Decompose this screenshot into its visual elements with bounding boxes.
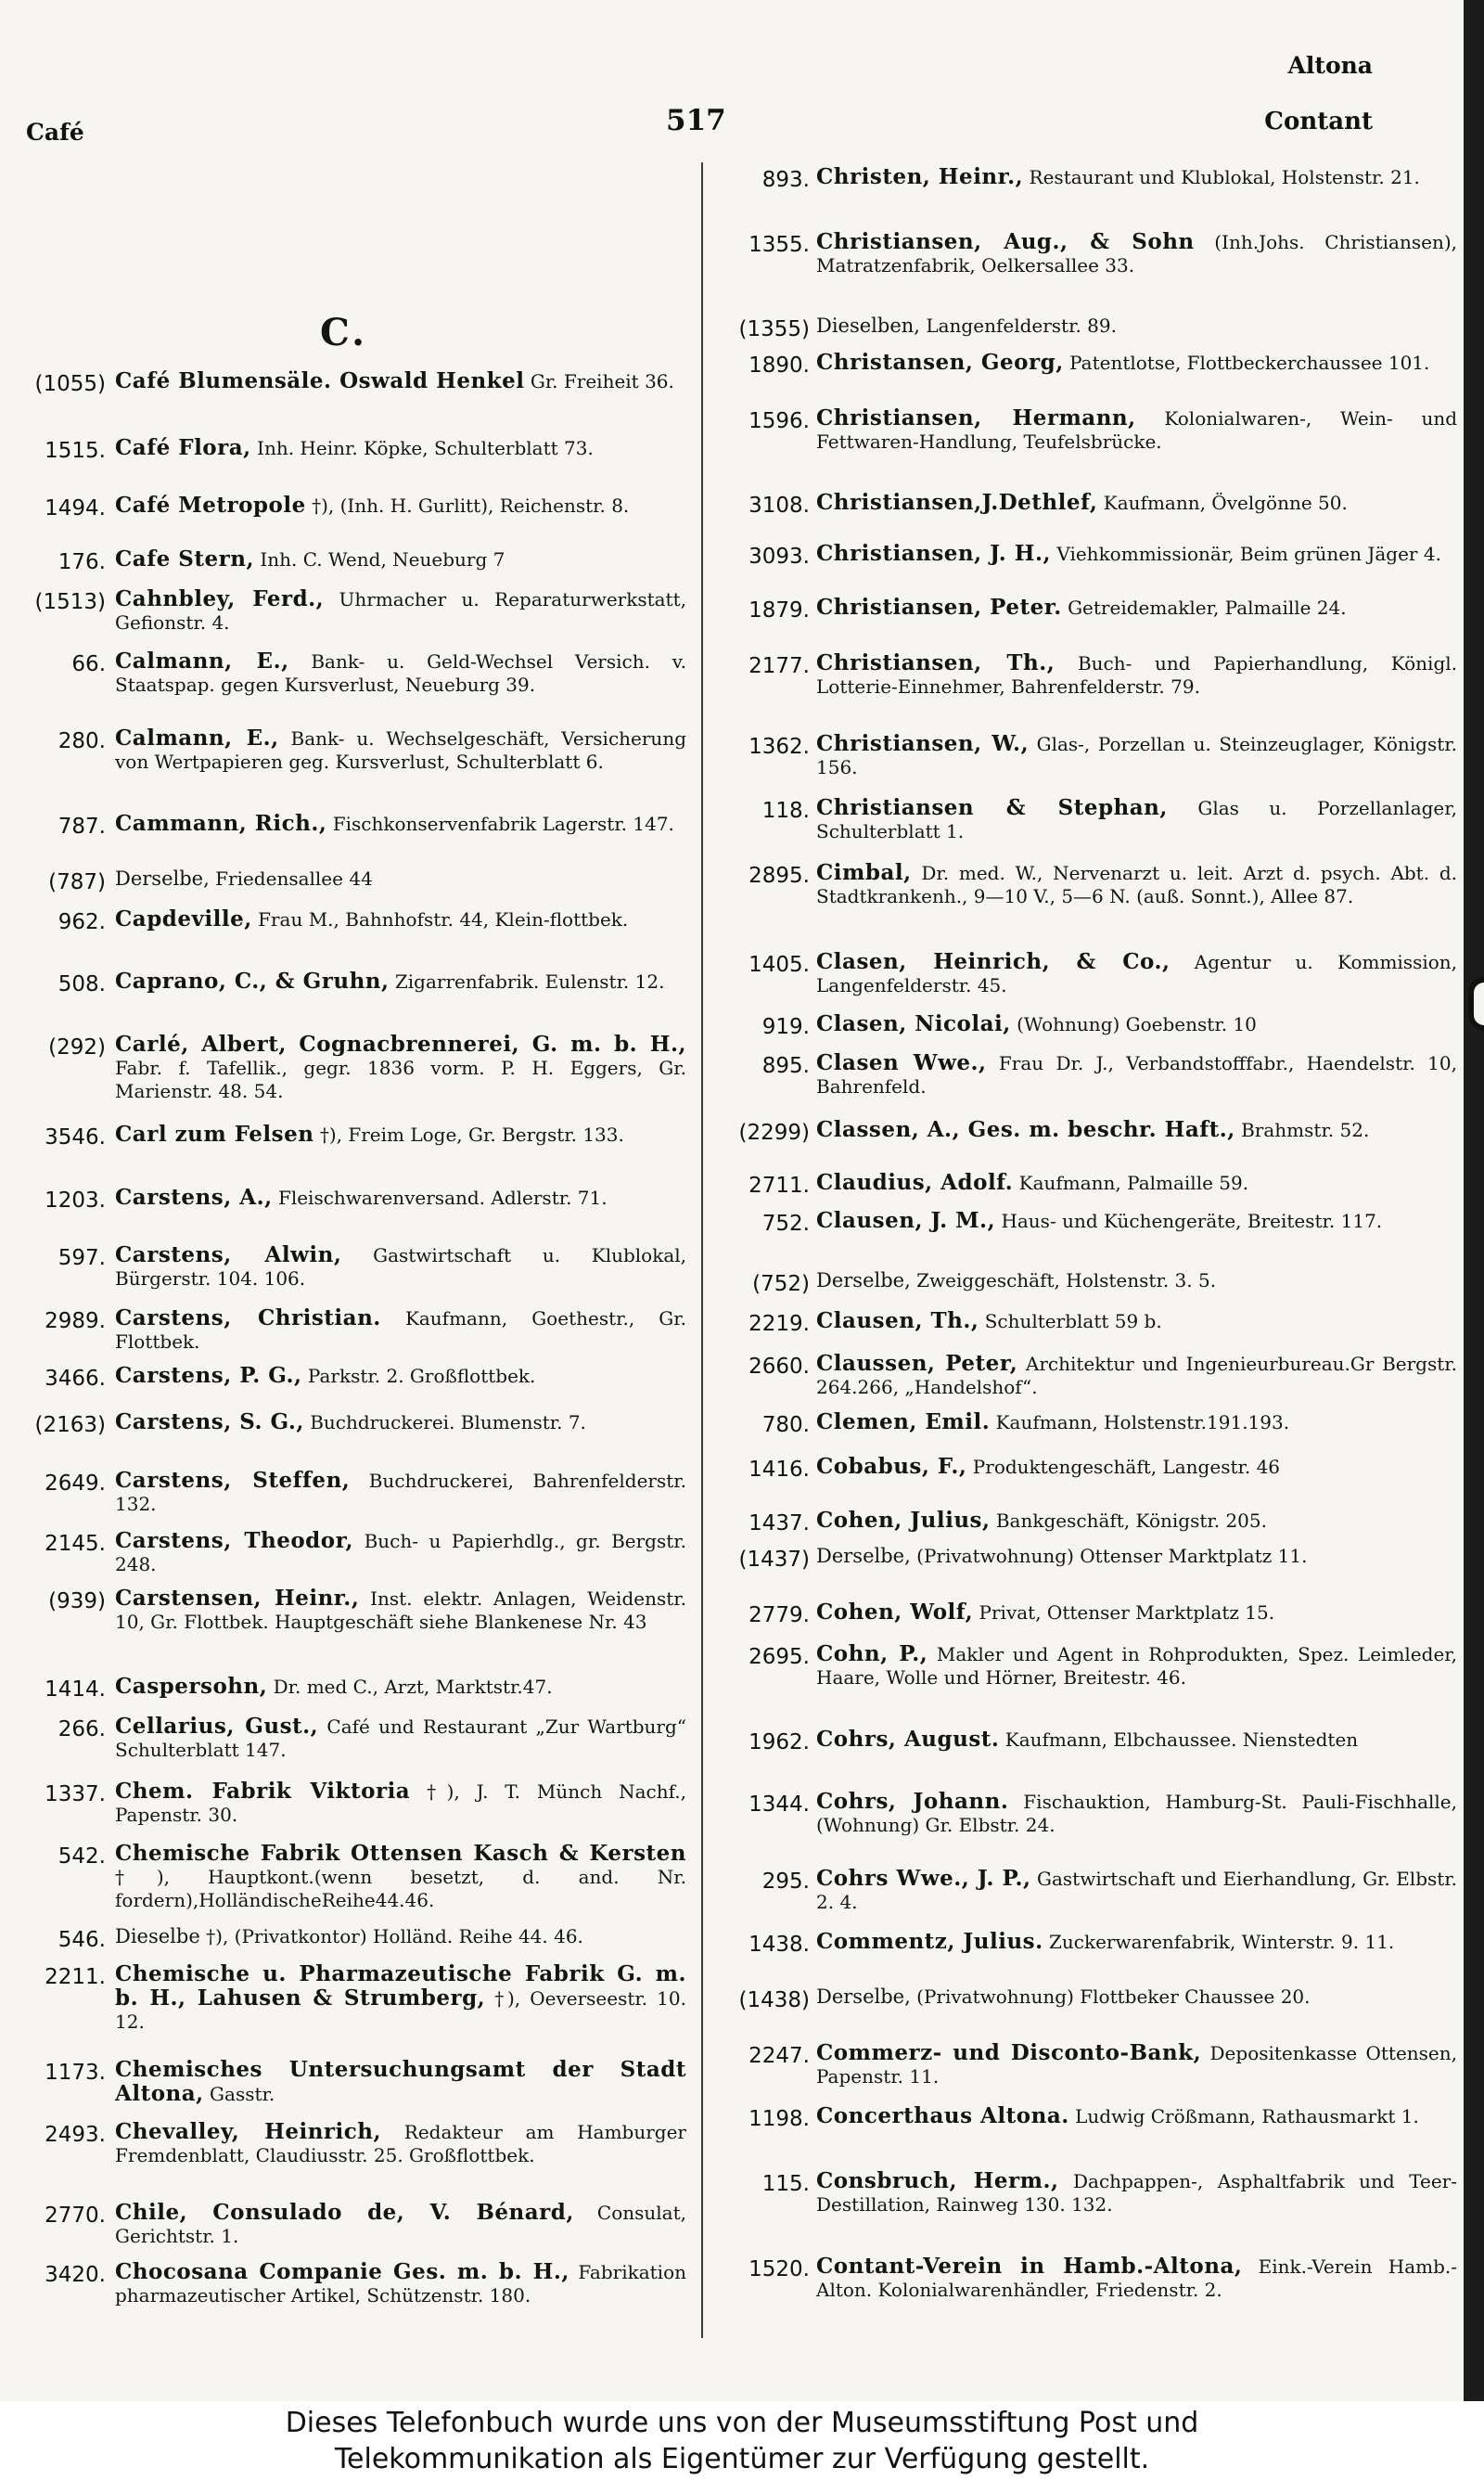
- phone-number: 2493.: [45, 2123, 106, 2147]
- subscriber-name: Clasen, Nicolai,: [816, 1011, 1011, 1036]
- entry-body: [115, 1306, 686, 1354]
- subscriber-name: Carstens, Christian.: [115, 1305, 381, 1330]
- phone-number: 3108.: [748, 494, 810, 518]
- subscriber-name: Contant-Verein in Hamb.-Altona,: [816, 2254, 1243, 2279]
- entry-details: Dr. med C., Arzt, Marktstr.47.: [273, 1676, 553, 1698]
- entry-details: Glas-, Porzellan u. Steinzeuglager, Königstr. 156.: [816, 733, 1457, 778]
- subscriber-name: Cohn, P.,: [816, 1641, 928, 1666]
- entry-details: Glas u. Porzellanlager, Schulterblatt 1.: [816, 797, 1457, 842]
- entry-details: Buchdruckerei, Bahrenfelderstr. 132.: [115, 1470, 686, 1515]
- entry-details: Frau Dr. J., Verbandstofffabr., Haendelstr. 10, Bahrenfeld.: [816, 1052, 1457, 1098]
- phone-number: 2895.: [748, 864, 810, 888]
- entry-body: [115, 1186, 686, 1210]
- archive-notice-line-1: Dieses Telefonbuch wurde uns von der Museumsstiftung Post und: [285, 2407, 1199, 2439]
- entry-details: Fleischwarenversand. Adlerstr. 71.: [277, 1187, 608, 1209]
- entry-body: [816, 1985, 1457, 2009]
- entry-details: Zigarrenfabrik. Eulenstr. 12.: [394, 970, 665, 993]
- entry-body: [816, 491, 1457, 515]
- entry-body: [816, 796, 1457, 843]
- subscriber-name: Derselbe,: [816, 1545, 911, 1567]
- entry-details: Zuckerwarenfabrik, Winterstr. 9. 11.: [1049, 1931, 1395, 1953]
- entry-details: Inst. elektr. Anlagen, Weidenstr. 10, Gr. Flottbek. Hauptgeschäft siehe Blankenese Nr. 43: [115, 1587, 686, 1633]
- phone-number: 2770.: [45, 2204, 106, 2228]
- phone-number: (2299): [738, 1121, 810, 1145]
- phone-number: 2711.: [748, 1174, 810, 1198]
- entry-details: Consulat, Gerichtstr. 1.: [115, 2202, 686, 2247]
- entry-details: Redakteur am Hamburger Fremdenblatt, Claudiusstr. 25. Großflottbek.: [115, 2121, 686, 2166]
- entry-body: [115, 1715, 686, 1762]
- entry-body: [115, 1675, 686, 1699]
- subscriber-name: Cimbal,: [816, 860, 912, 885]
- entry-body: [816, 1545, 1457, 1568]
- subscriber-name: Claussen, Peter,: [816, 1351, 1018, 1376]
- phone-number: 3546.: [45, 1125, 106, 1150]
- entry-body: [816, 351, 1457, 375]
- entry-body: [816, 1118, 1457, 1142]
- entry-details: Kaufmann, Övelgönne 50.: [1103, 492, 1348, 514]
- phone-number: 2177.: [748, 654, 810, 678]
- entry-body: [816, 1012, 1457, 1036]
- subscriber-name: Commerz- und Disconto-Bank,: [816, 2040, 1202, 2065]
- entry-details: Fischkonservenfabrik Lagerstr. 147.: [332, 813, 674, 835]
- entry-body: [816, 1171, 1457, 1195]
- phone-number: 895.: [761, 1054, 810, 1078]
- entry-details: Getreidemakler, Palmaille 24.: [1068, 597, 1347, 619]
- entry-details: Architektur und Ingenieurbureau.Gr Bergstr. 264.266, „Handelshof“.: [816, 1353, 1457, 1398]
- subscriber-name: Carstens, P. G.,: [115, 1363, 302, 1388]
- phone-number: 2989.: [45, 1309, 106, 1333]
- entry-details: Langenfelderstr. 89.: [926, 315, 1117, 337]
- subscriber-name: Cohen, Wolf,: [816, 1600, 974, 1625]
- phone-number: 919.: [761, 1015, 810, 1039]
- entry-details: Bank- u. Geld-Wechsel Versich. v. Staatspap. gegen Kursverlust, Neueburg 39.: [115, 650, 686, 696]
- entry-details: Gr. Freiheit 36.: [530, 370, 674, 392]
- entry-body: [115, 970, 686, 994]
- entry-body: [816, 1209, 1457, 1233]
- entry-details: Kaufmann, Elbchaussee. Nienstedten: [1004, 1728, 1359, 1751]
- page-number: 517: [666, 104, 726, 137]
- archive-notice: [0, 2401, 1484, 2480]
- subscriber-name: Carstens, S. G.,: [115, 1409, 304, 1434]
- entry-details: Inh. C. Wend, Neueburg 7: [260, 548, 505, 571]
- header-right-bottom: Contant: [1264, 108, 1373, 135]
- entry-details: Bank- u. Wechselgeschäft, Versicherung von Wertpapieren geg. Kursverlust, Schulterblatt 6.: [115, 727, 686, 773]
- entry-details: Gasstr.: [210, 2083, 275, 2105]
- phone-number: 1494.: [45, 496, 106, 520]
- entry-body: [115, 812, 686, 836]
- phone-number: 752.: [761, 1212, 810, 1236]
- entry-body: [816, 1509, 1457, 1533]
- phone-number: 1879.: [748, 598, 810, 623]
- phone-number: 2247.: [748, 2044, 810, 2068]
- entry-body: [115, 1529, 686, 1576]
- entry-body: [115, 494, 686, 518]
- phone-number: (1055): [34, 372, 106, 396]
- entry-details: Kaufmann, Palmaille 59.: [1018, 1172, 1249, 1194]
- subscriber-name: Chem. Fabrik Viktoria: [115, 1779, 411, 1804]
- entry-details: Bankgeschäft, Königstr. 205.: [995, 1510, 1267, 1532]
- entry-body: [115, 649, 686, 697]
- entry-body: [816, 596, 1457, 620]
- entry-body: [115, 1364, 686, 1388]
- entry-details: Buchdruckerei. Blumenstr. 7.: [310, 1411, 586, 1433]
- subscriber-name: Consbruch, Herm.,: [816, 2168, 1059, 2193]
- subscriber-name: Carstens, Theodor,: [115, 1528, 354, 1553]
- phone-number: 1414.: [45, 1677, 106, 1702]
- entry-details: Buch- und Papierhandlung, Königl. Lotterie-Einnehmer, Bahrenfelderstr. 79.: [816, 652, 1458, 698]
- entry-details: Kaufmann, Holstenstr.191.193.: [995, 1411, 1290, 1433]
- subscriber-name: Clasen Wwe.,: [816, 1050, 987, 1075]
- subscriber-name: Christansen, Georg,: [816, 350, 1064, 375]
- phone-number: 115.: [761, 2172, 810, 2196]
- subscriber-name: Christiansen,J.Dethlef,: [816, 490, 1098, 515]
- entry-details: †), J. T. Münch Nachf., Papenstr. 30.: [115, 1780, 686, 1826]
- section-letter: C.: [320, 311, 368, 354]
- subscriber-name: Carstens, A.,: [115, 1185, 273, 1210]
- subscriber-name: Derselbe,: [115, 867, 210, 890]
- subscriber-name: Dieselben,: [816, 315, 920, 337]
- subscriber-name: Cahnbley, Ferd.,: [115, 586, 325, 611]
- subscriber-name: Caspersohn,: [115, 1674, 268, 1699]
- subscriber-name: Cellarius, Gust.,: [115, 1714, 319, 1739]
- entry-body: [816, 1790, 1457, 1837]
- entry-details: Café und Restaurant „Zur Wartburg“ Schulterblatt 147.: [115, 1715, 686, 1761]
- phone-number: 1405.: [748, 953, 810, 977]
- phone-number: 1362.: [748, 735, 810, 759]
- entry-details: Dachpappen-, Asphaltfabrik und Teer-Destillation, Rainweg 130. 132.: [816, 2170, 1457, 2216]
- entry-details: Schulterblatt 59 b.: [984, 1310, 1162, 1332]
- entry-details: (Privatwohnung) Ottenser Marktplatz 11.: [916, 1545, 1308, 1567]
- phone-number: 597.: [58, 1246, 106, 1270]
- phone-number: 295.: [761, 1870, 810, 1894]
- phone-number: 2779.: [748, 1603, 810, 1627]
- entry-body: [816, 2255, 1457, 2302]
- entry-body: [816, 2104, 1457, 2128]
- subscriber-name: Carl zum Felsen: [115, 1122, 314, 1147]
- entry-details: †), (Privatkontor) Holländ. Reihe 44. 46.: [206, 1925, 583, 1947]
- entry-details: Fabr. f. Tafellik., gegr. 1836 vorm. P. H. Eggers, Gr. Marienstr. 48. 54.: [115, 1057, 686, 1102]
- subscriber-name: Café Flora,: [115, 435, 251, 460]
- subscriber-name: Clausen, Th.,: [816, 1308, 979, 1333]
- subscriber-name: Cohrs, Johann.: [816, 1789, 1009, 1814]
- subscriber-name: Carstens, Steffen,: [115, 1468, 351, 1493]
- phone-number: 893.: [761, 168, 810, 192]
- entry-body: [816, 406, 1457, 454]
- entry-details: Ludwig Crößmann, Rathausmarkt 1.: [1075, 2105, 1419, 2127]
- subscriber-name: Derselbe,: [816, 1985, 911, 2008]
- subscriber-name: Christiansen & Stephan,: [816, 795, 1168, 820]
- entry-details: Frau M., Bahnhofstr. 44, Klein-flottbek.: [258, 908, 629, 931]
- phone-number: 1203.: [45, 1189, 106, 1213]
- phone-number: 2219.: [748, 1312, 810, 1336]
- subscriber-name: Classen, A., Ges. m. beschr. Haft.,: [816, 1117, 1235, 1142]
- entry-body: [816, 1728, 1457, 1752]
- entry-body: [115, 2201, 686, 2248]
- subscriber-name: Claudius, Adolf.: [816, 1170, 1014, 1195]
- phone-number: 546.: [58, 1928, 106, 1952]
- entry-details: (Wohnung) Goebenstr. 10: [1017, 1013, 1257, 1035]
- phone-number: 1520.: [748, 2257, 810, 2281]
- subscriber-name: Cohrs Wwe., J. P.,: [816, 1866, 1031, 1891]
- subscriber-name: Christiansen, J. H.,: [816, 541, 1051, 566]
- subscriber-name: Caprano, C., & Gruhn,: [115, 969, 390, 994]
- entry-details: Depositenkasse Ottensen, Papenstr. 11.: [816, 2042, 1458, 2088]
- entry-details: Fischauktion, Hamburg-St. Pauli-Fischhalle, (Wohnung) Gr. Elbstr. 24.: [816, 1791, 1458, 1836]
- entry-details: Makler und Agent in Rohprodukten, Spez. Leimleder, Haare, Wolle und Hörner, Breitestr. 46.: [816, 1643, 1457, 1689]
- entry-body: [115, 1587, 686, 1634]
- phone-number: 1962.: [748, 1730, 810, 1754]
- phone-number: 962.: [58, 910, 106, 934]
- entry-details: Friedensallee 44: [215, 867, 373, 890]
- entry-body: [115, 1469, 686, 1516]
- entry-body: [115, 867, 686, 891]
- entry-details: Uhrmacher u. Reparaturwerkstatt, Gefionstr. 4.: [115, 588, 686, 634]
- entry-details: Kolonialwaren-, Wein- und Fettwaren-Handlung, Teufelsbrücke.: [816, 407, 1458, 453]
- phone-number: 2211.: [45, 1965, 106, 1989]
- entry-body: [816, 2041, 1457, 2088]
- phone-number: 1173.: [45, 2061, 106, 2085]
- phone-number: 118.: [761, 799, 810, 823]
- entry-details: Viehkommissionär, Beim grünen Jäger 4.: [1056, 543, 1441, 565]
- subscriber-name: Calmann, E.,: [115, 649, 289, 674]
- entry-body: [115, 2058, 686, 2106]
- phone-number: 1596.: [748, 409, 810, 433]
- entry-details: Fabrikation pharmazeutischer Artikel, Schützenstr. 180.: [115, 2261, 686, 2307]
- entry-body: [115, 2260, 686, 2307]
- entry-body: [816, 950, 1457, 997]
- subscriber-name: Chemisches Untersuchungsamt der Stadt Altona,: [115, 2057, 686, 2106]
- entry-body: [816, 1455, 1457, 1479]
- entry-body: [816, 1051, 1457, 1099]
- entry-details: Buch- u Papierhdlg., gr. Bergstr. 248.: [115, 1530, 687, 1575]
- subscriber-name: Concerthaus Altona.: [816, 2103, 1069, 2128]
- entry-body: [816, 861, 1457, 908]
- phone-number: 1437.: [748, 1511, 810, 1536]
- subscriber-name: Carlé, Albert, Cognacbrennerei, G. m. b. H.,: [115, 1032, 686, 1057]
- subscriber-name: Cohrs, August.: [816, 1727, 1000, 1752]
- entry-details: Haus- und Küchengeräte, Breitestr. 117.: [1001, 1210, 1383, 1232]
- phone-number: 1337.: [45, 1782, 106, 1806]
- phone-number: 66.: [71, 652, 106, 676]
- phone-number: (787): [48, 870, 106, 894]
- subscriber-name: Café Blumensäle. Oswald Henkel: [115, 368, 525, 393]
- entry-body: [816, 165, 1457, 189]
- subscriber-name: Cohen, Julius,: [816, 1508, 991, 1533]
- entry-body: [115, 1033, 686, 1103]
- phone-number: (939): [48, 1589, 106, 1613]
- phone-number: (1437): [738, 1548, 810, 1572]
- subscriber-name: Christiansen, Aug., & Sohn: [816, 229, 1195, 254]
- entry-body: [816, 651, 1457, 699]
- subscriber-name: Chemische Fabrik Ottensen Kasch & Kersten: [115, 1841, 686, 1866]
- entry-body: [115, 726, 686, 774]
- entry-details: Inh. Heinr. Köpke, Schulterblatt 73.: [257, 437, 594, 459]
- archive-notice-line-2: Telekommunikation als Eigentümer zur Verfügung gestellt.: [334, 2443, 1150, 2475]
- phone-number: 280.: [58, 729, 106, 753]
- phone-number: 3466.: [45, 1367, 106, 1391]
- entry-details: Dr. med. W., Nervenarzt u. leit. Arzt d. psych. Abt. d. Stadtkrankenh., 9—10 V., 5—6 N. (auß. Sonnt.), Allee 87.: [816, 862, 1457, 907]
- subscriber-name: Derselbe,: [816, 1269, 911, 1291]
- phone-number: 1416.: [748, 1458, 810, 1482]
- subscriber-name: Cobabus, F.,: [816, 1454, 967, 1479]
- entry-details: (Privatwohnung) Flottbeker Chaussee 20.: [916, 1985, 1311, 2008]
- entry-body: [115, 369, 686, 393]
- phone-number: 1344.: [748, 1793, 810, 1817]
- entry-body: [115, 1410, 686, 1434]
- entry-details: Kaufmann, Goethestr., Gr. Flottbek.: [115, 1307, 687, 1353]
- phone-number: 1198.: [748, 2107, 810, 2131]
- phone-number: 1515.: [45, 439, 106, 463]
- subscriber-name: Chevalley, Heinrich,: [115, 2119, 382, 2144]
- entry-details: Produktengeschäft, Langestr. 46: [972, 1456, 1281, 1478]
- entry-body: [115, 1925, 686, 1948]
- phone-number: 1438.: [748, 1933, 810, 1957]
- subscriber-name: Christen, Heinr.,: [816, 164, 1024, 189]
- entry-body: [816, 315, 1457, 338]
- phone-number: (292): [48, 1035, 106, 1060]
- entry-details: Agentur u. Kommission, Langenfelderstr. 45.: [816, 951, 1458, 996]
- phone-number: (2163): [34, 1413, 106, 1437]
- entry-body: [816, 542, 1457, 566]
- edge-mark: [1468, 977, 1484, 1031]
- subscriber-name: Clasen, Heinrich, & Co.,: [816, 949, 1171, 974]
- subscriber-name: Christiansen, Th.,: [816, 650, 1055, 675]
- entry-details: Privat, Ottenser Marktplatz 15.: [979, 1601, 1275, 1624]
- entry-details: Zweiggeschäft, Holstenstr. 3. 5.: [916, 1269, 1217, 1291]
- entry-details: (Inh.Johs. Christiansen), Matratzenfabrik, Oelkersallee 33.: [816, 231, 1457, 276]
- header-left-keyword: Café: [26, 119, 84, 146]
- subscriber-name: Christiansen, Peter.: [816, 595, 1062, 620]
- subscriber-name: Clemen, Emil.: [816, 1409, 991, 1434]
- phone-number: 780.: [761, 1413, 810, 1437]
- phone-number: 3093.: [748, 545, 810, 569]
- subscriber-name: Chemische u. Pharmazeutische Fabrik G. m. b. H., Lahusen & Strumberg,: [115, 1961, 686, 2011]
- subscriber-name: Dieselbe: [115, 1925, 200, 1947]
- entry-body: [816, 2169, 1457, 2217]
- entry-body: [115, 587, 686, 635]
- phone-number: 2145.: [45, 1532, 106, 1556]
- entry-body: [816, 1600, 1457, 1625]
- entry-body: [115, 1780, 686, 1827]
- phone-number: 1890.: [748, 353, 810, 378]
- entry-details: Patentlotse, Flottbeckerchaussee 101.: [1069, 352, 1430, 374]
- entry-details: Gastwirtschaft u. Klublokal, Bürgerstr. 104. 106.: [115, 1244, 687, 1290]
- phone-number: (1513): [34, 590, 106, 614]
- header-right-top: Altona: [1287, 52, 1373, 79]
- entry-body: [816, 1269, 1457, 1292]
- entry-details: Parkstr. 2. Großflottbek.: [307, 1365, 536, 1387]
- phone-number: 2649.: [45, 1471, 106, 1496]
- subscriber-name: Capdeville,: [115, 906, 252, 932]
- entry-body: [115, 1123, 686, 1147]
- entry-body: [816, 1867, 1457, 1914]
- subscriber-name: Commentz, Julius.: [816, 1929, 1043, 1954]
- subscriber-name: Chocosana Companie Ges. m. b. H.,: [115, 2259, 569, 2284]
- page-edge-shadow: [1464, 0, 1484, 2401]
- entry-details: †), Freim Loge, Gr. Bergstr. 133.: [319, 1124, 624, 1146]
- entry-body: [816, 1930, 1457, 1954]
- phone-number: 508.: [58, 972, 106, 996]
- entry-details: Eink.-Verein Hamb.-Alton. Kolonialwarenhändler, Friedenstr. 2.: [816, 2255, 1457, 2301]
- subscriber-name: Carstens, Alwin,: [115, 1242, 342, 1267]
- entry-details: †), Hauptkont.(wenn besetzt, d. and. Nr. fordern),HolländischeReihe44.46.: [115, 1866, 686, 1911]
- phone-number: 2660.: [748, 1355, 810, 1379]
- phone-number: 176.: [58, 550, 106, 574]
- phone-number: 542.: [58, 1844, 106, 1869]
- subscriber-name: Café Metropole: [115, 493, 306, 518]
- entry-details: Restaurant und Klublokal, Holstenstr. 21.: [1029, 166, 1420, 188]
- entry-body: [816, 1309, 1457, 1333]
- entry-details: †), Oeverseestr. 10. 12.: [115, 1987, 686, 2033]
- phone-number: 787.: [58, 815, 106, 839]
- subscriber-name: Clausen, J. M.,: [816, 1208, 996, 1233]
- phone-number: 3420.: [45, 2263, 106, 2287]
- entry-body: [115, 2120, 686, 2167]
- entry-body: [115, 1962, 686, 2034]
- entry-body: [816, 1642, 1457, 1690]
- phone-number: (1355): [738, 317, 810, 341]
- entry-body: [115, 547, 686, 572]
- column-divider: [701, 162, 703, 2338]
- entry-body: [115, 436, 686, 460]
- entry-body: [816, 1410, 1457, 1434]
- entry-body: [115, 1243, 686, 1291]
- subscriber-name: Chile, Consulado de, V. Bénard,: [115, 2200, 574, 2225]
- entry-details: †), (Inh. H. Gurlitt), Reichenstr. 8.: [312, 495, 630, 517]
- phone-number: (752): [752, 1272, 810, 1296]
- phone-number: 2695.: [748, 1645, 810, 1669]
- entry-body: [115, 1842, 686, 1912]
- subscriber-name: Calmann, E.,: [115, 726, 279, 751]
- entry-details: Brahmstr. 52.: [1241, 1119, 1370, 1141]
- subscriber-name: Christiansen, Hermann,: [816, 405, 1136, 430]
- subscriber-name: Carstensen, Heinr.,: [115, 1586, 360, 1611]
- phone-number: 1355.: [748, 233, 810, 257]
- entry-body: [115, 907, 686, 932]
- entry-details: Gastwirtschaft und Eierhandlung, Gr. Elbstr. 2. 4.: [816, 1868, 1458, 1913]
- entry-body: [816, 230, 1457, 277]
- phone-number: 266.: [58, 1717, 106, 1741]
- subscriber-name: Cammann, Rich.,: [115, 811, 327, 836]
- phone-number: (1438): [738, 1988, 810, 2012]
- entry-body: [816, 1352, 1457, 1399]
- subscriber-name: Cafe Stern,: [115, 546, 254, 572]
- subscriber-name: Christiansen, W.,: [816, 731, 1030, 756]
- entry-body: [816, 732, 1457, 779]
